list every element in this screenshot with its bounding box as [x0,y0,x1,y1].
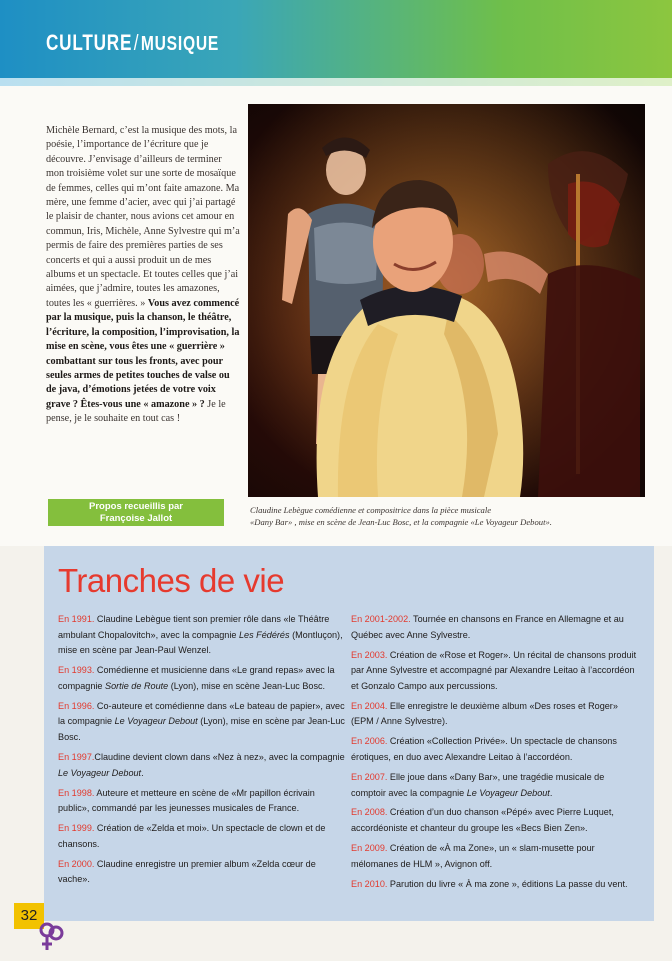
timeline-text: Claudine Lebègue tient son premier rôle dans «le Théâtre ambulant Chopalovitch», avec la compagnie [58,614,330,640]
timeline-entry [351,648,641,695]
timeline-entry [351,841,641,872]
timeline-title: Tranches de vie [58,562,285,599]
interview-question: Vous avez commencé par la musique, puis la chanson, le théâtre, l’écriture, la composition, l’improvisation, la mise en scène, vous êtes une « guerrière » combattant sur tous les fronts, avec pour seules armes de petites touches de valse ou de java, d’émotions jetées de votre voix grave ? Êtes-vous une « amazone » ? [46,297,240,410]
timeline-text: Co-auteure et comédienne dans «Le bateau de papier», avec la compagnie [58,700,345,727]
timeline-text: . [141,767,144,778]
timeline-year: En 1991. [58,614,95,624]
timeline-entry [351,734,641,765]
venus-symbols-logo [36,921,66,953]
section-label: CULTURE [46,30,133,55]
timeline-year: En 2010. [351,878,388,889]
timeline-text: (Lyon), mise en scène par Jean-Luc Bosc. [58,716,345,742]
timeline-text: Création d’un duo chanson «Pépé» avec Pierre Luquet, accordéoniste et chanteur du groupe les «Becs Bien Zen». [351,807,614,834]
timeline-entry [58,612,348,659]
timeline-entry [351,805,641,836]
timeline-year: En 1997. [58,751,95,762]
timeline-company: Le Voyageur Debout [466,787,550,798]
timeline-entry [351,770,641,801]
timeline-year: En 2009. [351,843,388,854]
intro-paragraph: Michèle Bernard, c’est la musique des mots, la poésie, l’importance de l’écriture que je découvre. J’envisage d’ailleurs de terminer mon troisième volet sur une sorte de mosaïque de femmes, celles qui m’ont faite amazone. Ma mère, une femme d’acier, avec qui j’ai partagé le plaisir de chanter, nous avions cet amour en commun, Iris, Michèle, Anne Sylvestre qui m’a permis de faire des premières parties de ses concerts et qui a aussi produit un de mes albums et un spectacle. Et toutes celles que j’ai aimées, que j’admire, toutes les amazones, toutes les « guerrières. » [46,125,240,309]
page-number: 32 [14,903,44,929]
stage-photo-illustration [248,104,645,497]
photo-caption [250,504,650,528]
interview-credit [48,499,224,526]
section-title [46,30,219,56]
timeline-company: Le Voyageur Debout [114,716,198,727]
timeline-year: En 1998. [58,787,95,798]
timeline-text: Création de «Rose et Roger». Un récital de chansons produit par Anne Sylvestre et accompagné par Alexandre Leitao à l’accordéon et Gonzalo Campo aux percussions. [351,649,637,691]
timeline-year: En 2007. [351,771,388,782]
timeline-column-right [351,612,641,897]
section-separator: / [133,30,140,55]
timeline-text: Création «Collection Privée». Un spectacle de chansons érotiques, en duo avec Alexandre Leitao à l’accordéon. [351,736,617,762]
timeline-text: Claudine devient clown dans «Nez à nez», avec la compagnie [94,751,345,762]
timeline-text: Elle joue dans «Dany Bar», une tragédie musicale de comptoir avec la compagnie [351,771,605,798]
timeline-entry [58,786,348,817]
timeline-column-left [58,612,348,892]
timeline-year: En 2008. [351,807,388,818]
credit-line-1: Propos recueillis par [89,501,183,512]
timeline-box [44,546,654,921]
timeline-text: Création de «Zelda et moi». Un spectacle de clown et de chansons. [58,823,326,849]
subsection-label: MUSIQUE [140,33,220,55]
timeline-text: Tournée en chansons en France en Allemagne et au Québec avec Anne Sylvestre. [351,614,624,640]
timeline-text: Claudine enregistre un premier album «Zelda cœur de vache». [58,858,316,885]
timeline-text: (Lyon), mise en scène Jean-Luc Bosc. [168,680,326,691]
intro-text [46,124,240,427]
timeline-year: En 2003. [351,649,388,660]
timeline-entry [351,612,641,643]
timeline-entry [58,699,348,746]
timeline-text: Création de «À ma Zone», un « slam-musette pour mélomanes de HLM », Avignon off. [351,843,595,869]
timeline-company: Le Voyageur Debout [58,767,142,778]
timeline-text: Elle enregistre le deuxième album «Des roses et Roger» (EPM / Anne Sylvestre). [351,700,618,727]
timeline-company: Sortie de Route [105,680,169,691]
timeline-company: Les Fédérés [238,629,290,640]
timeline-year: En 1999. [58,823,95,834]
credit-author: Françoise Jallot [99,513,173,524]
stage-photo [248,104,645,497]
timeline-text: . [549,787,553,798]
timeline-entry [351,699,641,730]
timeline-text: (Montluçon), mise en scène par Jean-Paul Wenzel. [58,629,343,656]
timeline-year: En 2004. [351,700,388,711]
timeline-text: Comédienne et musicienne dans «Le grand repas» avec la compagnie [58,665,335,691]
timeline-year: En 1996. [58,700,95,711]
timeline-entry [351,877,641,893]
timeline-year: En 2006. [351,736,388,747]
timeline-entry [58,821,348,852]
timeline-entry [58,750,348,781]
timeline-year: En 2001-2002. [351,614,411,624]
header-band [0,0,672,86]
timeline-text: Auteure et metteure en scène de «Mr papillon écrivain public», commandé par les jeunesses musicales de France. [58,787,315,814]
timeline-entry [58,663,348,694]
timeline-year: En 1993. [58,665,95,676]
timeline-year: En 2000. [58,858,95,869]
timeline-text: Parution du livre « À ma zone », éditions La passe du vent. [387,878,628,889]
caption-line-1: Claudine Lebègue comédienne et compositrice dans la pièce musicale [250,505,492,515]
timeline-entry [58,857,348,888]
interview-answer: Je le pense, je le souhaite en tout cas ! [46,398,226,425]
caption-line-2: «Dany Bar» , mise en scène de Jean-Luc Bosc, et la compagnie «Le Voyageur Debout». [250,517,552,527]
